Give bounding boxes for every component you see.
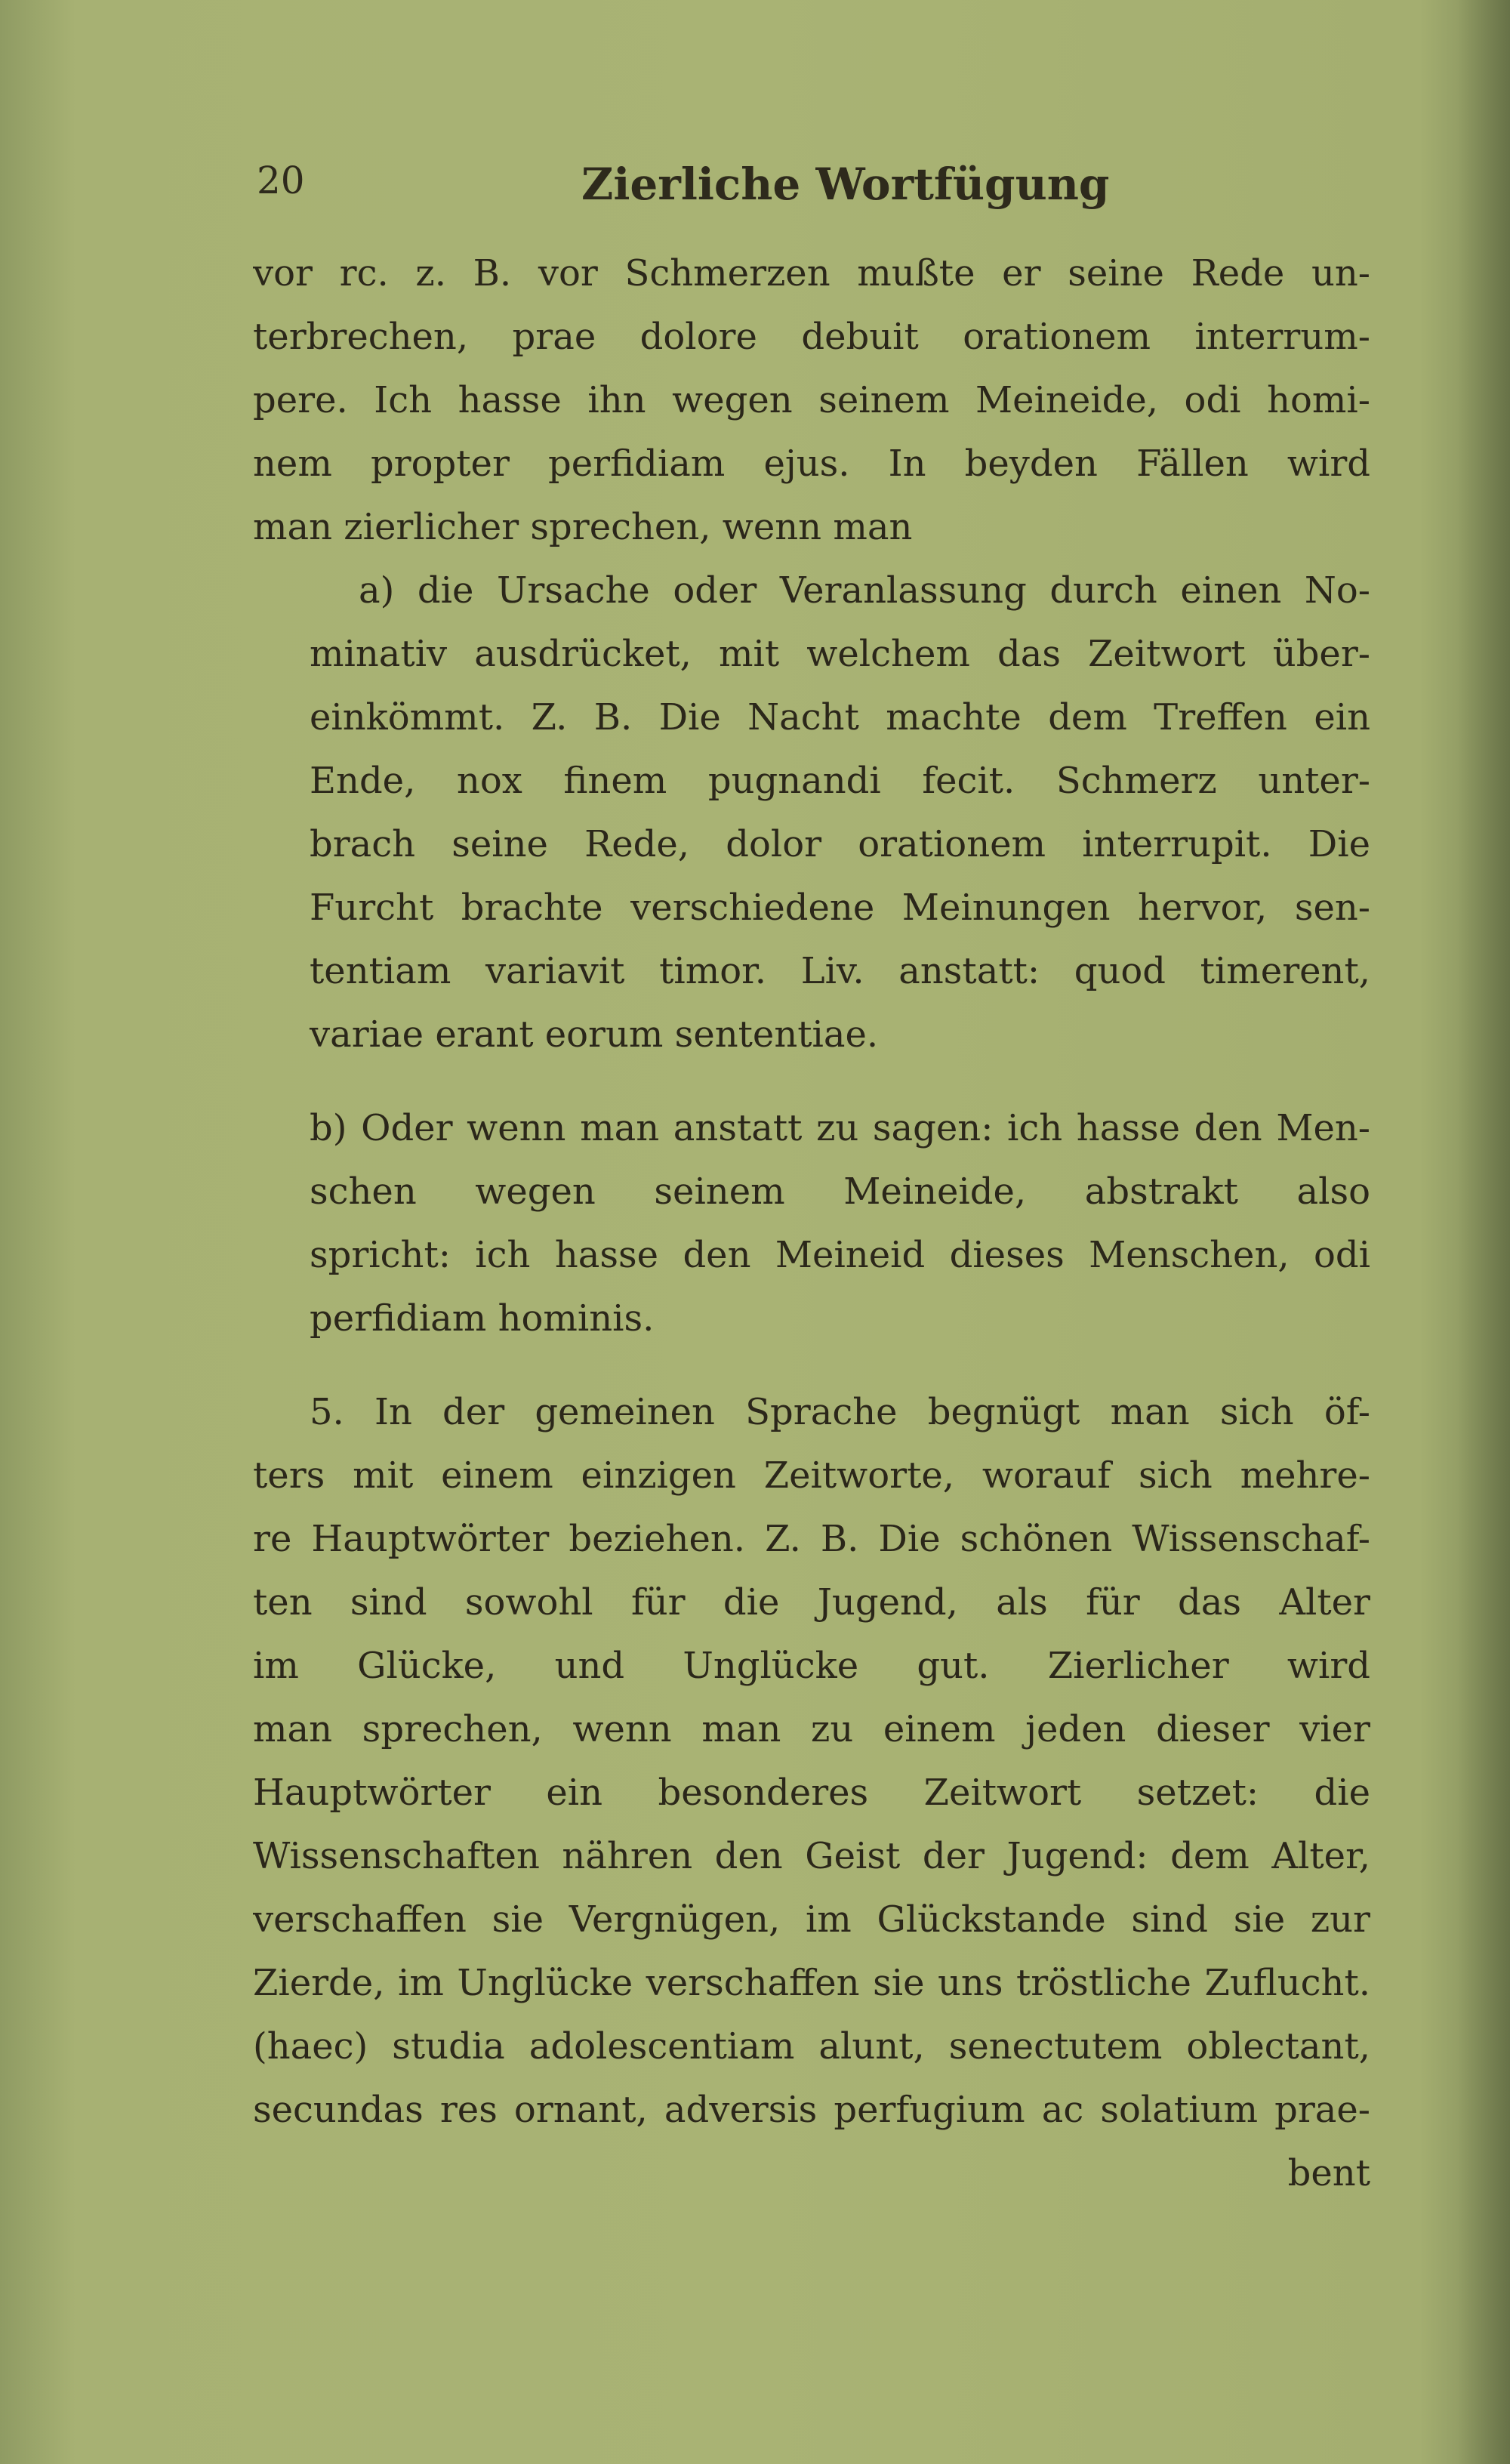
page-spine-shadow [1457, 0, 1510, 2464]
text-line: Hauptwörter ein besonderes Zeitwort setzet: die [253, 1772, 1370, 1814]
text-line: ters mit einem einzigen Zeitworte, worauf sich mehre- [253, 1454, 1370, 1497]
body-text [253, 242, 1370, 2205]
text-line: Zierde, im Unglücke verschaffen sie uns tröstliche Zuflucht. [253, 1962, 1370, 2004]
text-line: verschaffen sie Vergnügen, im Glückstande sind sie zur [253, 1898, 1370, 1941]
text-line: im Glücke, und Unglücke gut. Zierlicher wird [253, 1645, 1370, 1687]
text-line: bent [1287, 2152, 1370, 2194]
text-line: man zierlicher sprechen, wenn man [253, 506, 913, 548]
text-line: tentiam variavit timor. Liv. anstatt: quod timerent, [310, 950, 1370, 992]
text-line: variae erant eorum sententiae. [310, 1013, 879, 1056]
text-line: minativ ausdrücket, mit welchem das Zeitwort über- [310, 633, 1370, 675]
text-line: secundas res ornant, adversis perfugium ac solatium prae- [253, 2089, 1370, 2131]
text-line: nem propter perfidiam ejus. In beyden Fällen wird [253, 443, 1370, 485]
page-number: 20 [257, 159, 305, 202]
text-line: einkömmt. Z. B. Die Nacht machte dem Treffen ein [310, 696, 1370, 739]
text-line-item-a: a) die Ursache oder Veranlassung durch einen No- [359, 569, 1370, 612]
text-line: terbrechen, prae dolore debuit orationem interrum- [253, 316, 1370, 358]
text-line: vor rc. z. B. vor Schmerzen mußte er seine Rede un- [253, 252, 1370, 295]
text-line: spricht: ich hasse den Meineid dieses Menschen, odi [310, 1234, 1370, 1276]
text-line: perfidiam hominis. [310, 1297, 655, 1340]
text-line: (haec) studia adolescentiam alunt, senectutem oblectant, [253, 2025, 1370, 2068]
text-line: schen wegen seinem Meineide, abstrakt also [310, 1170, 1370, 1213]
text-line: Wissenschaften nähren den Geist der Jugend: dem Alter, [253, 1835, 1370, 1877]
text-line: brach seine Rede, dolor orationem interrupit. Die [310, 823, 1370, 865]
running-title: Zierliche Wortfügung [581, 159, 1110, 210]
text-line: pere. Ich hasse ihn wegen seinem Meineide, odi homi- [253, 379, 1370, 421]
text-line: Ende, nox finem pugnandi fecit. Schmerz unter- [310, 760, 1370, 802]
text-line: ten sind sowohl für die Jugend, als für das Alter [253, 1581, 1370, 1624]
text-line: re Hauptwörter beziehen. Z. B. Die schönen Wissenschaf- [253, 1518, 1370, 1560]
text-line-item-b: b) Oder wenn man anstatt zu sagen: ich hasse den Men- [310, 1107, 1370, 1149]
page-header [257, 159, 1374, 219]
text-line-paragraph-5: 5. In der gemeinen Sprache begnügt man sich öf- [310, 1391, 1370, 1433]
text-line: man sprechen, wenn man zu einem jeden dieser vier [253, 1708, 1370, 1750]
text-line: Furcht brachte verschiedene Meinungen hervor, sen- [310, 887, 1370, 929]
